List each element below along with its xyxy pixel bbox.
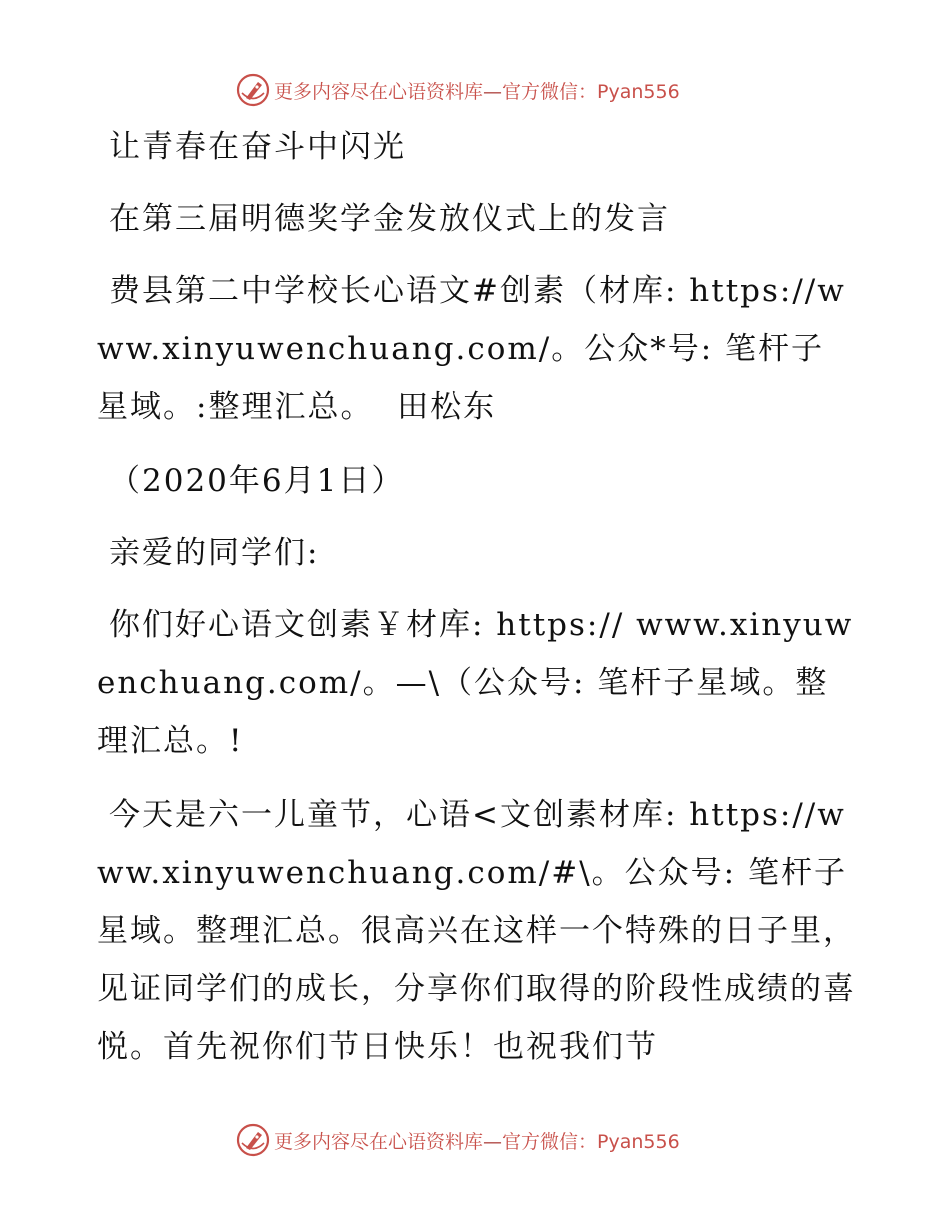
footer-banner (236, 1122, 680, 1158)
footer-banner-text: 更多内容尽在心语资料库—官方微信：Pyan556 (274, 1130, 680, 1153)
author-line: 费县第二中学校长心语文#创素（材库: https://www.xinyuwenchuang.com/。公众*号: 笔杆子星域。:整理汇总。 田松东 (97, 273, 846, 425)
document-body (97, 118, 857, 1092)
pen-nib-logo-icon (236, 1123, 270, 1157)
document-title: 让青春在奋斗中闪光 (109, 129, 406, 165)
banner-text: 更多内容尽在心语资料库—官方微信：Pyan556 (274, 80, 680, 103)
document-subtitle: 在第三届明德奖学金发放仪式上的发言 (109, 201, 670, 237)
paragraph-1: 你们好心语文创素￥材库: https:// www.xinyuwenchuang.com/。—\（公众号: 笔杆子星域。整理汇总。! (97, 607, 854, 759)
document-date: （2020年6月1日） (109, 463, 405, 499)
pen-nib-logo-icon (236, 73, 270, 107)
header-banner (236, 72, 680, 108)
paragraph-2: 今天是六一儿童节，心语<文创素材库: https://www.xinyuwenchuang.com/#\。公众号: 笔杆子星域。整理汇总。很高兴在这样一个特殊的日子里，见证同学们的成长，分享你们取得的阶段性成绩的喜悦。首先祝你们节日快乐！也祝我们节 (97, 797, 856, 1065)
salutation: 亲爱的同学们: (109, 535, 320, 571)
